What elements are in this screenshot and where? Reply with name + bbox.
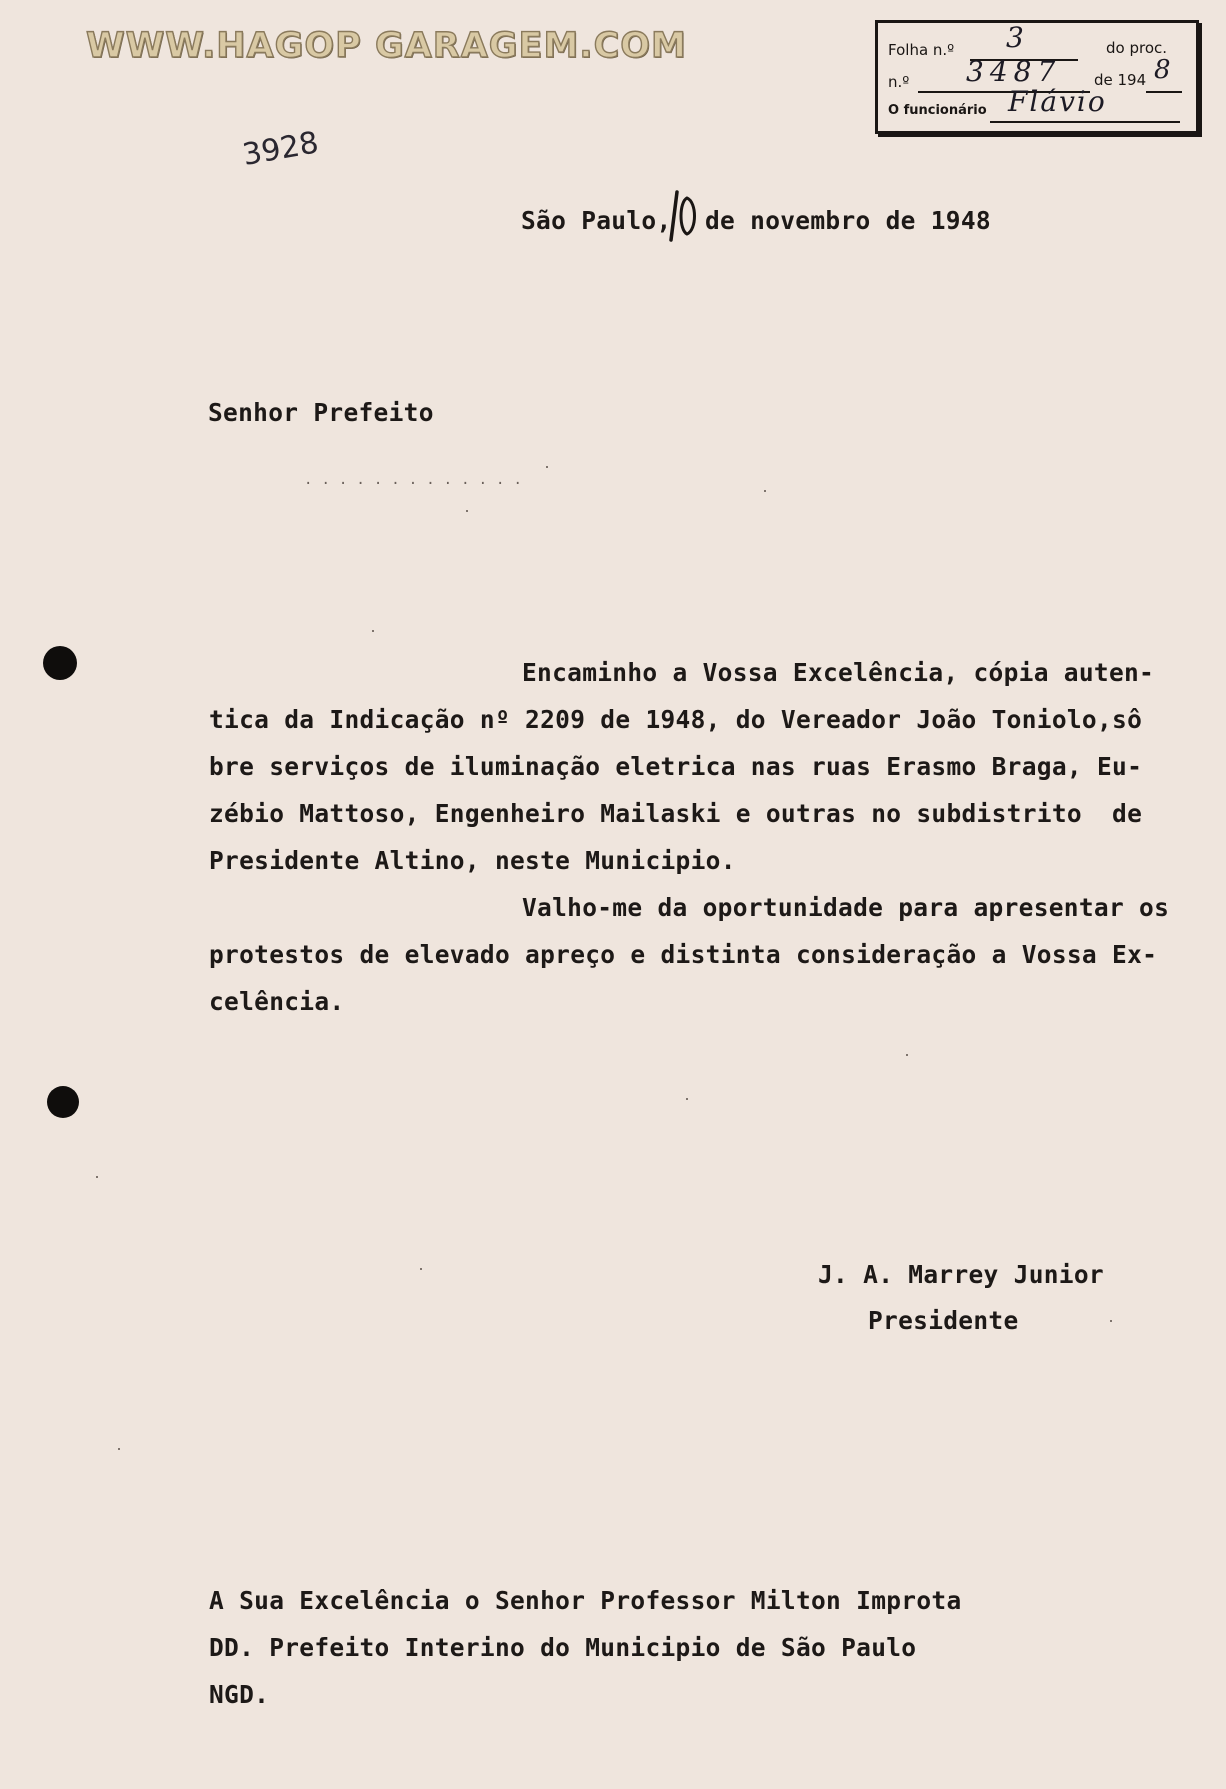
- recipient-line-3: NGD.: [209, 1680, 270, 1709]
- handwritten-file-number: 3928: [239, 125, 322, 173]
- paper-speck: [420, 1268, 422, 1270]
- watermark: WWW.HAGOP GARAGEM.COM: [86, 26, 687, 66]
- date-month-year: de novembro de 1948: [705, 206, 991, 235]
- signature-name: J. A. Marrey Junior: [818, 1260, 1104, 1289]
- body-line-7: protestos de elevado apreço e distinta consideração a Vossa Ex-: [209, 940, 1158, 969]
- stamp-funcionario-line: [990, 121, 1180, 123]
- stamp-numero-value: 3487: [966, 55, 1062, 88]
- body-line-6: Valho-me da oportunidade para apresentar os: [522, 893, 1170, 922]
- stamp-funcionario-label: O funcionário: [888, 103, 987, 118]
- salutation: Senhor Prefeito: [208, 398, 434, 427]
- protocol-stamp: [875, 20, 1199, 134]
- paper-speck: [372, 630, 374, 632]
- stamp-folha-value: 3: [1006, 21, 1030, 54]
- recipient-line-1: A Sua Excelência o Senhor Professor Milton Improta: [209, 1586, 962, 1615]
- paper-speck: [546, 466, 548, 468]
- dotted-line: . . . . . . . . . . . . .: [304, 472, 523, 488]
- paper-speck: [686, 1098, 688, 1100]
- body-line-1: Encaminho a Vossa Excelência, cópia auten-: [522, 658, 1155, 687]
- punch-hole-bottom: [47, 1086, 79, 1118]
- paper-speck: [1110, 1320, 1112, 1322]
- paper-speck: [906, 1054, 908, 1056]
- paper-speck: [466, 510, 468, 512]
- punch-hole-top: [43, 646, 77, 680]
- stamp-row-funcionario: [888, 85, 1186, 121]
- stamp-de-ano-label: de 194: [1094, 71, 1147, 89]
- signature-title: Presidente: [868, 1306, 1019, 1335]
- stamp-funcionario-signature: Flávio: [1008, 85, 1107, 118]
- stamp-ano-value: 8: [1154, 55, 1177, 85]
- stamp-ano-line: [1146, 91, 1182, 93]
- stamp-folha-label: Folha n.º: [888, 41, 955, 59]
- body-line-2: tica da Indicação nº 2209 de 1948, do Vereador João Toniolo,sô: [209, 705, 1143, 734]
- body-line-5: Presidente Altino, neste Municipio.: [209, 846, 736, 875]
- date-handwritten-day: [667, 188, 703, 244]
- stamp-do-proc-label: do proc.: [1106, 39, 1168, 57]
- body-line-8: celência.: [209, 987, 345, 1016]
- body-line-3: bre serviços de iluminação eletrica nas ruas Erasmo Braga, Eu-: [209, 752, 1143, 781]
- recipient-line-2: DD. Prefeito Interino do Municipio de São Paulo: [209, 1633, 917, 1662]
- paper-speck: [764, 490, 766, 492]
- date-city: São Paulo,: [521, 206, 672, 235]
- stamp-numero-label: n.º: [888, 73, 910, 91]
- body-line-4: zébio Mattoso, Engenheiro Mailaski e outras no subdistrito de: [209, 799, 1143, 828]
- paper-speck: [96, 1176, 98, 1178]
- paper-speck: [118, 1448, 120, 1450]
